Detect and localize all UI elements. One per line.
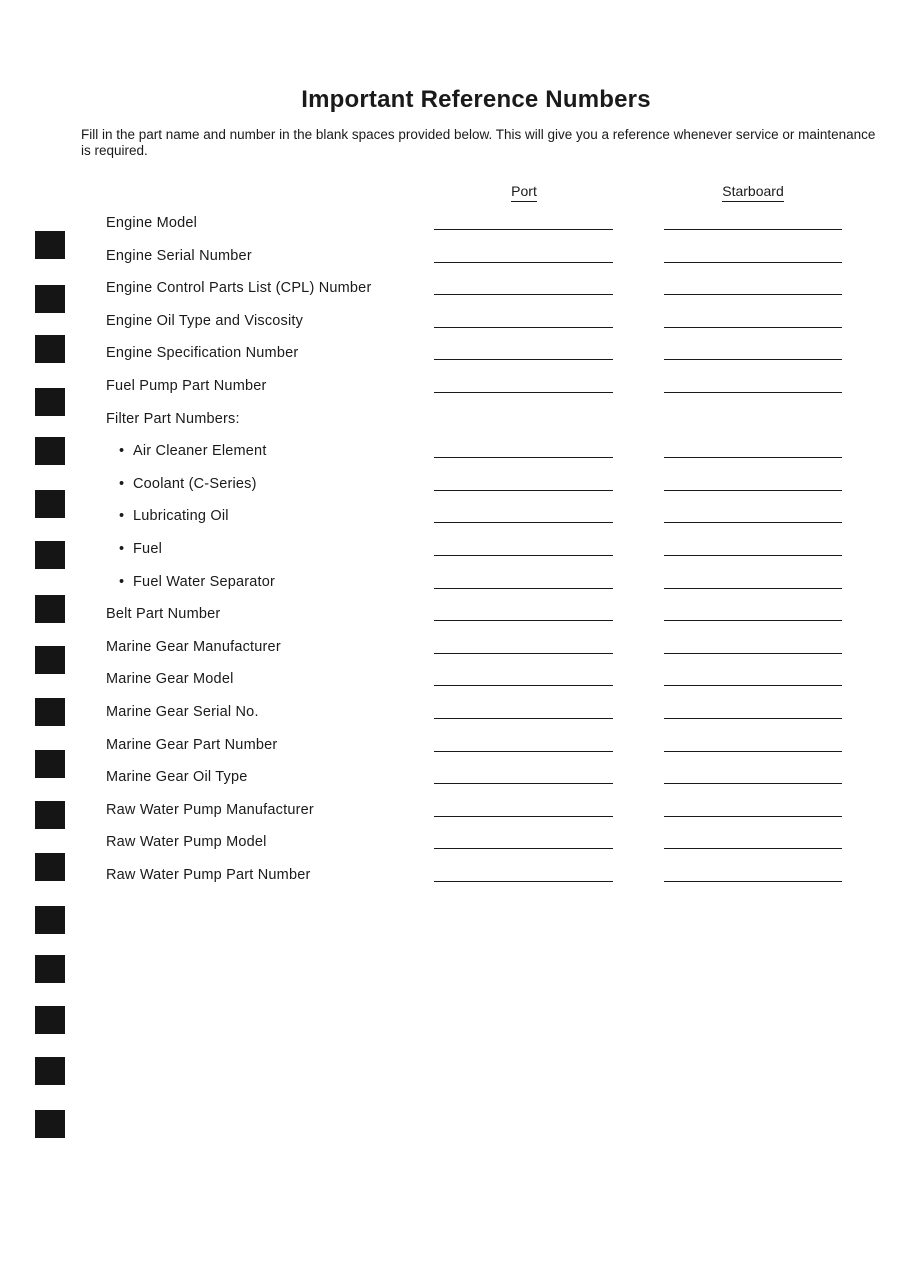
starboard-blank-line[interactable] bbox=[664, 490, 842, 491]
form-row bbox=[0, 670, 908, 702]
starboard-blank-line[interactable] bbox=[664, 848, 842, 849]
starboard-blank-line[interactable] bbox=[664, 262, 842, 263]
bullet-item-label: • Lubricating Oil bbox=[119, 507, 229, 525]
port-blank-line[interactable] bbox=[434, 262, 613, 263]
form-row bbox=[0, 573, 908, 605]
port-blank-line[interactable] bbox=[434, 653, 613, 654]
intro-text: Fill in the part name and number in the blank spaces provided below. This will give you a reference whenever service or maintenance is required. bbox=[81, 127, 876, 158]
port-blank-line[interactable] bbox=[434, 718, 613, 719]
row-label: Filter Part Numbers: bbox=[106, 410, 240, 427]
form-row bbox=[0, 768, 908, 800]
starboard-blank-line[interactable] bbox=[664, 522, 842, 523]
row-label: Engine Oil Type and Viscosity bbox=[106, 312, 304, 329]
starboard-blank-line[interactable] bbox=[664, 685, 842, 686]
starboard-blank-line[interactable] bbox=[664, 751, 842, 752]
starboard-blank-line[interactable] bbox=[664, 816, 842, 817]
form-row bbox=[0, 866, 908, 898]
form-row bbox=[0, 475, 908, 507]
starboard-blank-line[interactable] bbox=[664, 294, 842, 295]
margin-tab-mark bbox=[35, 801, 65, 829]
margin-tab-mark bbox=[35, 750, 65, 778]
starboard-blank-line[interactable] bbox=[664, 620, 842, 621]
port-blank-line[interactable] bbox=[434, 783, 613, 784]
form-row bbox=[0, 638, 908, 670]
margin-tab-mark bbox=[35, 698, 65, 726]
form-row bbox=[0, 833, 908, 865]
row-label: Marine Gear Model bbox=[106, 671, 234, 688]
port-blank-line[interactable] bbox=[434, 229, 613, 230]
margin-tab-mark bbox=[35, 955, 65, 983]
form-row bbox=[0, 540, 908, 572]
row-label: Marine Gear Serial No. bbox=[106, 704, 259, 720]
starboard-blank-line[interactable] bbox=[664, 588, 842, 589]
margin-tab-mark bbox=[35, 490, 65, 518]
column-header-port-label: Port bbox=[511, 183, 537, 202]
port-blank-line[interactable] bbox=[434, 294, 613, 295]
port-blank-line[interactable] bbox=[434, 848, 613, 849]
row-label: Fuel Pump Part Number bbox=[106, 378, 267, 394]
form-row bbox=[0, 344, 908, 376]
bullet-item-label: • Air Cleaner Element bbox=[119, 442, 267, 460]
row-label: Marine Gear Part Number bbox=[106, 736, 278, 753]
form-row bbox=[0, 247, 908, 279]
margin-tab-mark bbox=[35, 388, 65, 416]
starboard-blank-line[interactable] bbox=[664, 392, 842, 393]
bullet-item-label: • Fuel bbox=[119, 540, 162, 558]
row-label: Marine Gear Oil Type bbox=[106, 769, 248, 786]
form-row bbox=[0, 442, 908, 474]
row-label: Raw Water Pump Model bbox=[106, 834, 267, 851]
form-row bbox=[0, 312, 908, 344]
port-blank-line[interactable] bbox=[434, 685, 613, 686]
port-blank-line[interactable] bbox=[434, 555, 613, 556]
starboard-blank-line[interactable] bbox=[664, 783, 842, 784]
bullet-item-label: • Coolant (C-Series) bbox=[119, 475, 257, 493]
port-blank-line[interactable] bbox=[434, 327, 613, 328]
margin-tab-mark bbox=[35, 1006, 65, 1034]
form-row bbox=[0, 507, 908, 539]
margin-tab-mark bbox=[35, 231, 65, 259]
form-row bbox=[0, 279, 908, 311]
margin-tab-mark bbox=[35, 853, 65, 881]
port-blank-line[interactable] bbox=[434, 816, 613, 817]
form-row bbox=[0, 801, 908, 833]
margin-tab-mark bbox=[35, 646, 65, 674]
starboard-blank-line[interactable] bbox=[664, 327, 842, 328]
row-label: Engine Specification Number bbox=[106, 345, 299, 362]
page-title: Important Reference Numbers bbox=[301, 86, 651, 113]
port-blank-line[interactable] bbox=[434, 620, 613, 621]
port-blank-line[interactable] bbox=[434, 522, 613, 523]
margin-tab-mark bbox=[35, 335, 65, 363]
port-blank-line[interactable] bbox=[434, 392, 613, 393]
section-tab-marks bbox=[0, 0, 80, 1286]
starboard-blank-line[interactable] bbox=[664, 555, 842, 556]
row-label: Belt Part Number bbox=[106, 606, 221, 623]
form-row bbox=[0, 214, 908, 246]
port-blank-line[interactable] bbox=[434, 490, 613, 491]
row-label: Raw Water Pump Manufacturer bbox=[106, 801, 314, 818]
port-blank-line[interactable] bbox=[434, 751, 613, 752]
form-row bbox=[0, 703, 908, 735]
starboard-blank-line[interactable] bbox=[664, 229, 842, 230]
starboard-blank-line[interactable] bbox=[664, 718, 842, 719]
port-blank-line[interactable] bbox=[434, 359, 613, 360]
margin-tab-mark bbox=[35, 437, 65, 465]
column-header-starboard-label: Starboard bbox=[722, 183, 783, 202]
starboard-blank-line[interactable] bbox=[664, 653, 842, 654]
form-row bbox=[0, 410, 908, 442]
margin-tab-mark bbox=[35, 1110, 65, 1138]
row-label: Engine Control Parts List (CPL) Number bbox=[106, 280, 372, 297]
row-label: Engine Serial Number bbox=[106, 247, 252, 264]
margin-tab-mark bbox=[35, 595, 65, 623]
row-label: Engine Model bbox=[106, 215, 198, 231]
starboard-blank-line[interactable] bbox=[664, 881, 842, 882]
row-label: Marine Gear Manufacturer bbox=[106, 638, 281, 655]
margin-tab-mark bbox=[35, 285, 65, 313]
port-blank-line[interactable] bbox=[434, 881, 613, 882]
row-label: Raw Water Pump Part Number bbox=[106, 867, 311, 883]
form-row bbox=[0, 605, 908, 637]
port-blank-line[interactable] bbox=[434, 457, 613, 458]
starboard-blank-line[interactable] bbox=[664, 359, 842, 360]
port-blank-line[interactable] bbox=[434, 588, 613, 589]
margin-tab-mark bbox=[35, 906, 65, 934]
starboard-blank-line[interactable] bbox=[664, 457, 842, 458]
margin-tab-mark bbox=[35, 1057, 65, 1085]
form-row bbox=[0, 736, 908, 768]
form-row bbox=[0, 377, 908, 409]
bullet-item-label: • Fuel Water Separator bbox=[119, 573, 275, 591]
margin-tab-mark bbox=[35, 541, 65, 569]
